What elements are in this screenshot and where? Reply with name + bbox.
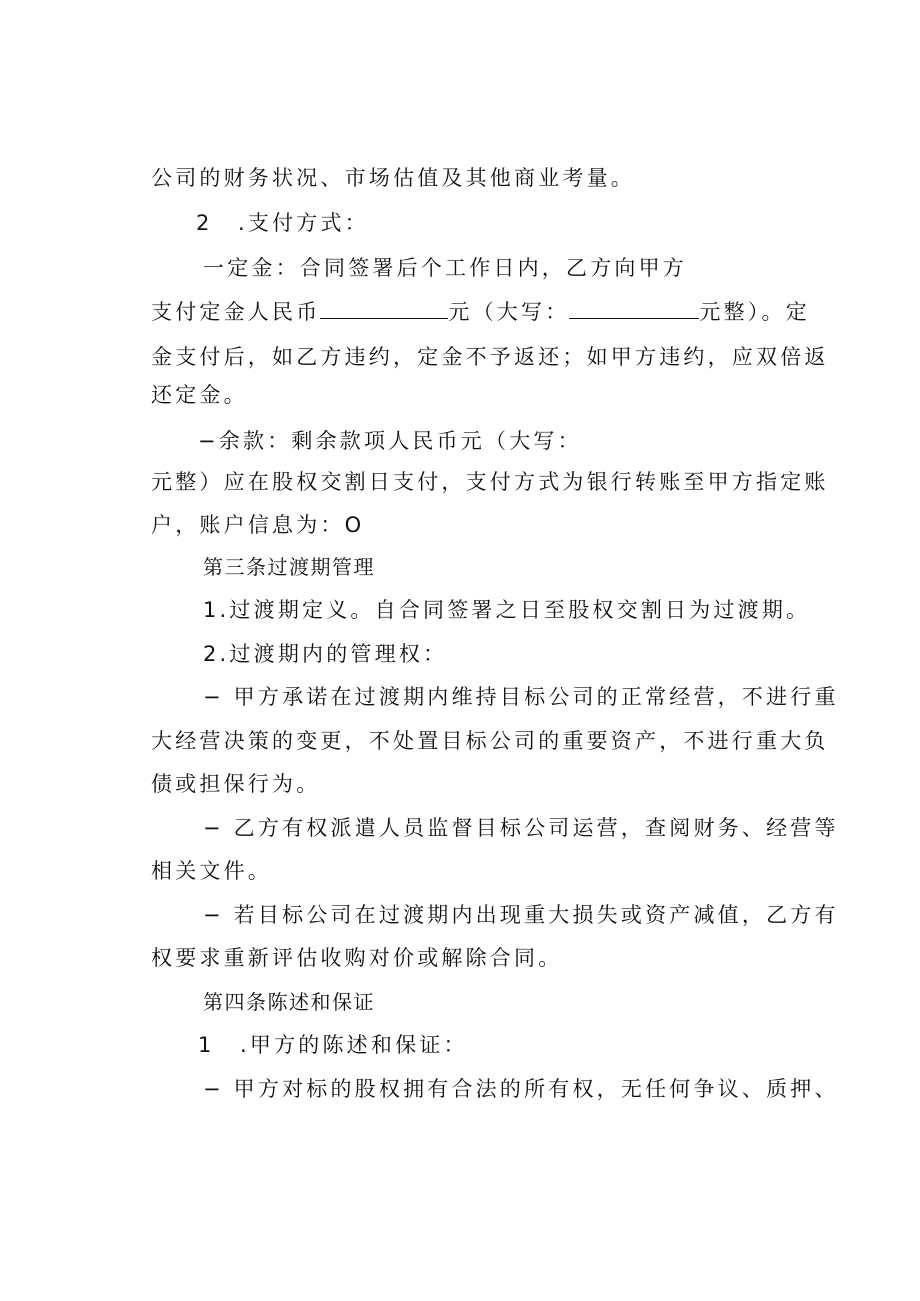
text-line: 债或担保行为。 bbox=[151, 772, 321, 796]
payment-method-heading bbox=[196, 209, 369, 237]
deposit-amount-line bbox=[151, 298, 810, 326]
heading-text: .甲方的陈述和保证： bbox=[240, 1033, 468, 1057]
text-line: 大经营决策的变更，不处置目标公司的重要资产，不进行重大负 bbox=[151, 729, 829, 753]
deposit-paragraph-start: 一定金：合同签署后个工作日内，乙方向甲方 bbox=[203, 256, 687, 280]
text-line: 金支付后，如乙方违约，定金不予返还；如甲方违约，应双倍返 bbox=[151, 345, 829, 369]
amount-blank bbox=[320, 298, 448, 319]
bullet-item: − 甲方对标的股权拥有合法的所有权，无任何争议、质押、 bbox=[203, 1077, 839, 1101]
list-item: 2.过渡期内的管理权： bbox=[203, 642, 448, 666]
amount-words-blank bbox=[569, 298, 699, 319]
text-line: 元整）应在股权交割日支付，支付方式为银行转账至甲方指定账 bbox=[151, 470, 829, 494]
text-segment: 元整）。定 bbox=[699, 300, 810, 324]
heading-text: .支付方式： bbox=[238, 211, 369, 235]
bullet-item: − 甲方承诺在过渡期内维持目标公司的正常经营，不进行重 bbox=[203, 685, 839, 709]
text-segment: 元（大写： bbox=[448, 300, 570, 324]
text-line: 还定金。 bbox=[151, 383, 248, 407]
item-number: 1 bbox=[198, 1033, 212, 1057]
bullet-item: − 乙方有权派遣人员监督目标公司运营，查阅财务、经营等 bbox=[203, 816, 839, 840]
text-line: 权要求重新评估收购对价或解除合同。 bbox=[151, 946, 563, 970]
representations-heading bbox=[198, 1031, 468, 1059]
text-line: 户，账户信息为：O bbox=[151, 513, 365, 537]
article-three-heading: 第三条过渡期管理 bbox=[203, 555, 375, 579]
balance-paragraph-start: −余款：剩余款项人民币元（大写： bbox=[198, 429, 582, 453]
list-item: 1.过渡期定义。自合同签署之日至股权交割日为过渡期。 bbox=[203, 598, 811, 622]
text-line: 公司的财务状况、市场估值及其他商业考量。 bbox=[151, 166, 635, 190]
text-segment: 支付定金人民币 bbox=[151, 300, 321, 324]
item-number: 2 bbox=[196, 211, 210, 235]
text-line: 相关文件。 bbox=[151, 859, 272, 883]
bullet-item: − 若目标公司在过渡期内出现重大损失或资产减值，乙方有 bbox=[203, 903, 839, 927]
article-four-heading: 第四条陈述和保证 bbox=[203, 990, 375, 1014]
